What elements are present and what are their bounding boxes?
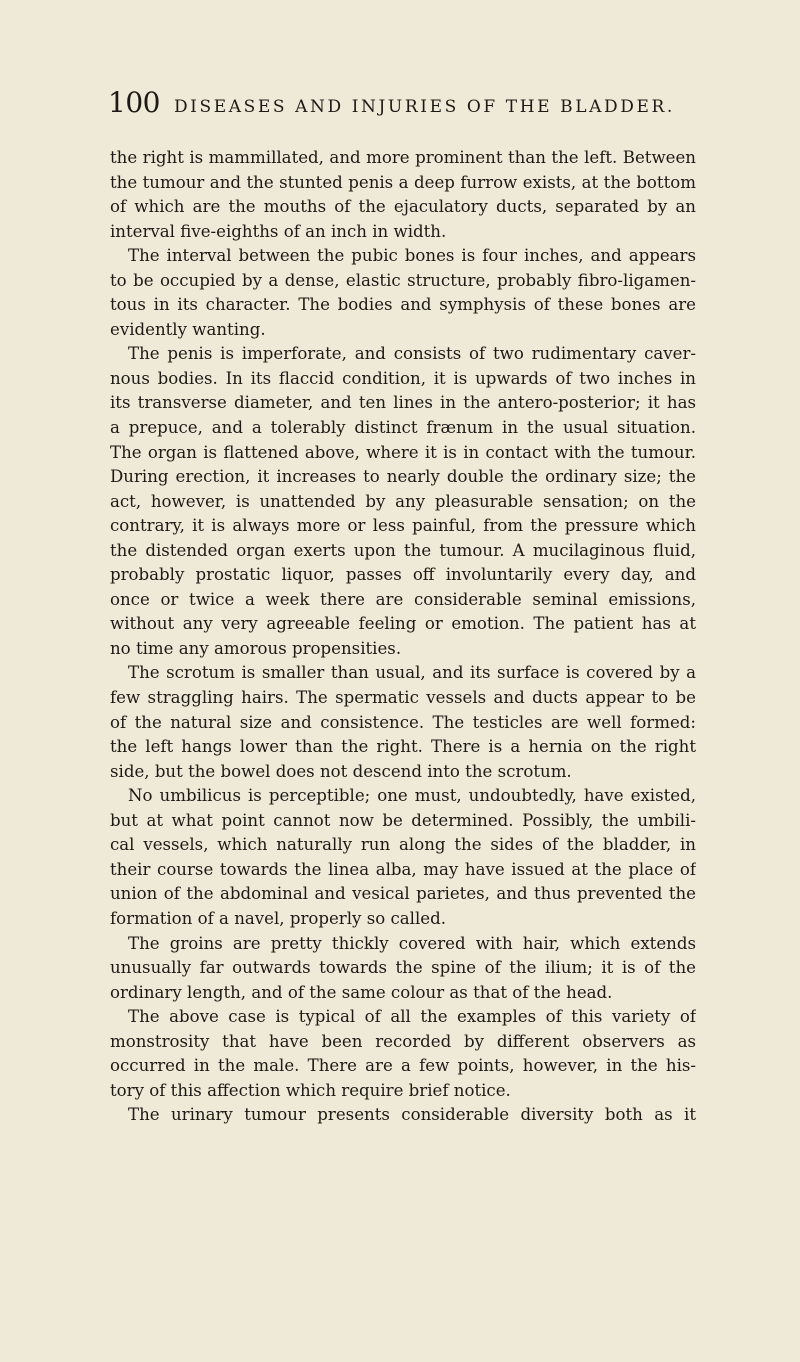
page-number: 100 <box>108 86 160 119</box>
text-line: act, however, is unattended by any pleasurable sensation; on the <box>110 491 696 511</box>
text-line: The urinary tumour presents considerable diversity both as it <box>128 1105 696 1125</box>
body-text <box>110 146 696 1128</box>
text-line: tous in its character. The bodies and symphysis of these bones are <box>110 295 696 315</box>
text-line: The organ is flattened above, where it is in contact with the tumour. <box>110 442 696 462</box>
text-line: their course towards the linea alba, may have issued at the place of <box>110 859 696 879</box>
text-line: once or twice a week there are considerable seminal emissions, <box>110 589 696 609</box>
text-line: The interval between the pubic bones is four inches, and appears <box>128 246 696 266</box>
text-line: the left hangs lower than the right. There is a hernia on the right <box>110 737 696 757</box>
text-line: unusually far outwards towards the spine of the ilium; it is of the <box>110 958 696 978</box>
text-line: tory of this affection which require brief notice. <box>110 1080 511 1100</box>
text-line: of the natural size and consistence. The testicles are well formed: <box>110 712 696 732</box>
text-line: but at what point cannot now be determined. Possibly, the umbili- <box>110 810 696 830</box>
text-line: The scrotum is smaller than usual, and its surface is covered by a <box>128 663 696 683</box>
text-line: the right is mammillated, and more prominent than the left. Between <box>110 148 696 167</box>
text-line: evidently wanting. <box>110 319 266 339</box>
text-line: cal vessels, which naturally run along the sides of the bladder, in <box>110 835 696 855</box>
text-line: The above case is typical of all the examples of this variety of <box>128 1007 696 1027</box>
text-line: During erection, it increases to nearly double the ordinary size; the <box>110 467 696 487</box>
text-line: formation of a navel, properly so called. <box>110 908 446 928</box>
text-line: No umbilicus is perceptible; one must, undoubtedly, have existed, <box>128 786 696 806</box>
text-line: of which are the mouths of the ejaculatory ducts, separated by an <box>110 197 696 217</box>
text-line: the distended organ exerts upon the tumour. A mucilaginous fluid, <box>110 540 696 560</box>
text-line: The groins are pretty thickly covered with hair, which extends <box>128 933 696 953</box>
text-line: no time any amorous propensities. <box>110 638 402 658</box>
text-line: occurred in the male. There are a few points, however, in the his- <box>110 1056 696 1076</box>
text-line: union of the abdominal and vesical parietes, and thus prevented the <box>110 884 696 904</box>
text-line: side, but the bowel does not descend into the scrotum. <box>110 761 572 781</box>
text-line: nous bodies. In its flaccid condition, it is upwards of two inches in <box>110 368 696 388</box>
text-line: ordinary length, and of the same colour as that of the head. <box>110 982 613 1002</box>
text-line: probably prostatic liquor, passes off involuntarily every day, and <box>110 565 696 585</box>
page-header <box>108 86 708 126</box>
text-line: its transverse diameter, and ten lines in the antero-posterior; it has <box>110 393 696 413</box>
text-line: monstrosity that have been recorded by different observers as <box>110 1031 696 1051</box>
text-line: interval five-eighths of an inch in width. <box>110 221 447 241</box>
running-title: DISEASES AND INJURIES OF THE BLADDER. <box>173 97 675 117</box>
text-line: contrary, it is always more or less painful, from the pressure which <box>110 516 696 536</box>
text-line: The penis is imperforate, and consists of two rudimentary caver- <box>128 344 696 364</box>
text-line: a prepuce, and a tolerably distinct frænum in the usual situation. <box>110 418 696 438</box>
text-line: without any very agreeable feeling or emotion. The patient has at <box>110 614 696 634</box>
text-line: few straggling hairs. The spermatic vessels and ducts appear to be <box>110 688 696 708</box>
text-line: the tumour and the stunted penis a deep furrow exists, at the bottom <box>110 172 696 192</box>
text-line: to be occupied by a dense, elastic structure, probably fibro-ligamen- <box>110 270 696 290</box>
